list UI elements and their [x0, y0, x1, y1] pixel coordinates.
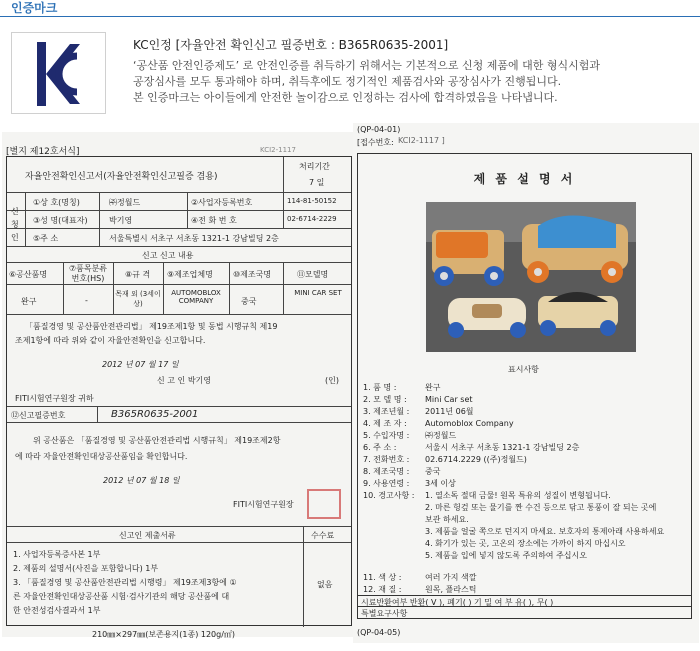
fee-label: 수수료 [311, 531, 335, 540]
addressee: FITI시험연구원장 귀하 [15, 394, 94, 403]
manual-frame [357, 153, 692, 619]
kc-title: KC인정 [자율안전 확인신고 필증번호 : B365R0635-2001] [133, 38, 449, 52]
spec-row [363, 430, 456, 441]
period-label: 처리기간 [299, 162, 330, 171]
warning-line: 4. 화기가 있는 곳, 고온의 장소에는 가까이 하지 마십시오 [425, 539, 626, 548]
table-row [7, 229, 351, 247]
sample-return-row [357, 595, 692, 607]
confirm-text: 위 공산품은 「품질경영 및 공산품안전관리법 시행규칙」 제19조제2항 [33, 436, 281, 445]
cert-label: ⑫신고필증번호 [11, 411, 66, 420]
spec-value: Automoblox Company [425, 419, 514, 428]
name-label: ③성 명(대표자) [33, 216, 88, 225]
value-cell: MINI CAR SET [294, 289, 342, 297]
spec-row [363, 418, 514, 429]
declaration-date: 2012 년 07 월 17 일 [102, 360, 179, 369]
spec-key: 11. 색 상 : [363, 573, 402, 582]
declarant: 신 고 인 박기영 [157, 376, 211, 385]
addr-label: ⑤주 소 [33, 234, 59, 243]
spec-key: 12. 재 질 : [363, 585, 402, 594]
doc-item: 2. 제품의 설명서(사진을 포함합니다) 1부 [13, 564, 159, 573]
spec-value: 서울시 서초구 서초동 1321-1 강남빌딩 2층 [425, 443, 580, 452]
sample-return-text: 시료반환여부 반환( V ), 폐기( ) 기 밀 여 부 유( ), 무( ) [361, 598, 554, 607]
spec-row [363, 406, 474, 417]
product-photo [426, 202, 636, 352]
spec-key: 3. 제조년월 : [363, 407, 410, 416]
phone-label: ④전 화 번 호 [191, 216, 237, 225]
kc-desc-line: 공장심사를 모두 통과해야 하며, 취득후에도 정기적인 제품검사와 공장심사가 진행됩니다. [133, 75, 562, 88]
spec-row [363, 442, 579, 453]
spec-row [363, 478, 456, 489]
value-cell: AUTOMOBLOX COMPANY [171, 289, 221, 305]
section-title: 인증마크 [11, 1, 58, 15]
kc-certification-mark-icon [37, 42, 81, 106]
fee-value: 없음 [317, 580, 333, 589]
law-text: 「품질경영 및 공산품안전관리법」 제19조제1항 및 동법 시행규칙 제19 [25, 322, 278, 331]
warning-line: 2. 마른 헝겊 또는 물기를 짠 수건 등으로 닦고 통풍이 잘 되는 곳에 [425, 503, 657, 512]
spec-row [363, 584, 476, 595]
addr-value: 서울특별시 서초구 서초동 1321-1 강남빌딩 2층 [109, 234, 279, 243]
doc-item: 3. 「품질경영 및 공산품안전관리법 시행령」 제19조제3항에 ① [13, 578, 237, 587]
value-cell: 목재 외 (3세이상) [115, 290, 161, 308]
receipt-label: [접수번호: [357, 138, 394, 147]
warning-line: 5. 제품을 입에 넣지 않도록 주의하여 주십시오 [425, 551, 587, 560]
spec-key: 6. 주 소 : [363, 443, 397, 452]
kc-logo-box [11, 32, 106, 114]
col-header: ⑩제조국명 [233, 270, 272, 279]
col-header: ⑥공산품명 [9, 270, 48, 279]
section-header [0, 0, 700, 17]
spec-key: 7. 전화번호 : [363, 455, 410, 464]
kc-description [133, 58, 693, 106]
trade-label: ①상 호(명칭) [33, 198, 80, 207]
spec-key: 2. 모 델 명 : [363, 395, 407, 404]
spec-key: 10. 경고사항 : [363, 491, 415, 500]
paper-spec: 210㎜×297㎜(보존용지(1종) 120g/㎡) [92, 630, 236, 639]
period-value: 7 일 [309, 178, 325, 187]
spec-key: 4. 제 조 자 : [363, 419, 407, 428]
kc-desc-line: 본 인증마크는 아이들에게 안전한 놀이감으로 인정하는 검사에 합격하였음을 나타냅니다. [133, 91, 558, 104]
form-code-bottom: (QP-04-05) [357, 628, 401, 637]
spec-value: ㈜정월드 [425, 431, 457, 440]
manual-title: 제 품 설 명 서 [473, 172, 576, 186]
spec-key: 8. 제조국명 : [363, 467, 410, 476]
form-code: (QP-04-01) [357, 125, 401, 134]
doc-item: 1. 사업자등록증사본 1부 [13, 550, 101, 559]
name-value: 박기영 [109, 216, 133, 225]
seal-mark: (인) [325, 376, 339, 385]
table-row [7, 263, 351, 285]
table-row [7, 285, 351, 315]
doc-item: 른 자율안전확인대상공산품 시험·검사기관의 해당 공산품에 대 [13, 592, 230, 601]
warning-line: 3. 제품을 얼굴 쪽으로 던지지 마세요. 보호자의 통제아래 사용하세요 [425, 527, 665, 536]
col-header: ⑧규 격 [125, 270, 151, 279]
table-row [7, 211, 351, 229]
doc-item: 한 안전성검사결과서 1부 [13, 606, 101, 615]
table-row [7, 193, 351, 211]
receipt-stamp: KCI2-1117 [260, 146, 296, 154]
special-request-label: 특별요구사항 [361, 609, 408, 618]
docs-list [7, 543, 351, 627]
spec-value: 중국 [425, 467, 441, 476]
spec-value: Mini Car set [425, 395, 473, 404]
spec-value: 여러 가지 색깔 [425, 573, 477, 582]
value-cell: - [85, 296, 88, 305]
applicant-label: 신 청 인 [11, 207, 19, 242]
table-row [7, 527, 351, 543]
issuer: FITI시험연구원장 [233, 500, 294, 509]
spec-value: 02.6714.2229 ((주)정월드) [425, 455, 527, 464]
spec-value: 3세 이상 [425, 479, 456, 488]
col-header: ⑪모델명 [297, 270, 329, 279]
form-header: 자율안전확인신고서(자율안전확인신고필증 겸용) [25, 172, 218, 182]
spec-key: 5. 수입자명 : [363, 431, 410, 440]
col-header: ⑦품목분류 번호(HS) [68, 264, 108, 283]
label-caption: 표시사항 [508, 365, 539, 374]
special-request-row [357, 607, 692, 619]
bizno-label: ②사업자등록번호 [191, 198, 253, 207]
spec-row [363, 490, 611, 501]
spec-value: 완구 [425, 383, 441, 392]
spec-row [363, 382, 440, 393]
product-manual-scan [353, 123, 699, 643]
table-row [7, 315, 351, 407]
warning-line: 보관 하세요. [425, 515, 469, 524]
docs-header: 신고인 제출서류 [119, 531, 176, 540]
table-row [7, 247, 351, 263]
cert-number: B365R0635-2001 [111, 409, 199, 420]
confirm-text: 에 따라 자율안전확인대상공산품임을 확인합니다. [15, 452, 188, 461]
official-seal-icon [307, 489, 341, 519]
declaration-table [6, 156, 352, 626]
law-text: 조제1항에 따라 위와 같이 자율안전확인을 신고합니다. [15, 336, 206, 345]
spec-key: 1. 품 명 : [363, 383, 397, 392]
confirm-date: 2012 년 07 월 18 일 [103, 476, 180, 485]
spec-row [363, 466, 440, 477]
spec-value: 1. 열소독 절대 금물! 원목 특유의 성질이 변형됩니다. [425, 491, 611, 500]
declaration-certificate-scan [2, 132, 358, 637]
spec-row [363, 572, 476, 583]
value-cell: 완구 [21, 297, 37, 306]
table-row [7, 423, 351, 527]
phone-value: 02-6714-2229 [287, 215, 337, 223]
form-number: [별지 제12호서식] [6, 147, 80, 157]
table-header-row [7, 157, 351, 193]
spec-row [363, 394, 473, 405]
trade-value: ㈜정월드 [109, 198, 141, 207]
spec-row [363, 454, 527, 465]
kc-desc-line: ‘공산품 안전인증제도’ 로 안전인증를 취득하기 위해서는 기본적으로 신청 제품에 대한 형식시험과 [133, 59, 600, 72]
col-header: ⑨제조업체명 [167, 270, 213, 279]
receipt-number: KCI2-1117 ] [398, 136, 445, 145]
content-header: 신고 신고 내용 [142, 251, 194, 260]
bizno-value: 114-81-50152 [287, 197, 337, 205]
value-cell: 중국 [241, 297, 257, 306]
toy-cars-image [426, 202, 636, 352]
spec-key: 9. 사용연령 : [363, 479, 410, 488]
spec-value: 원목, 플라스틱 [425, 585, 477, 594]
table-row [7, 407, 351, 423]
spec-value: 2011년 06월 [425, 407, 474, 416]
